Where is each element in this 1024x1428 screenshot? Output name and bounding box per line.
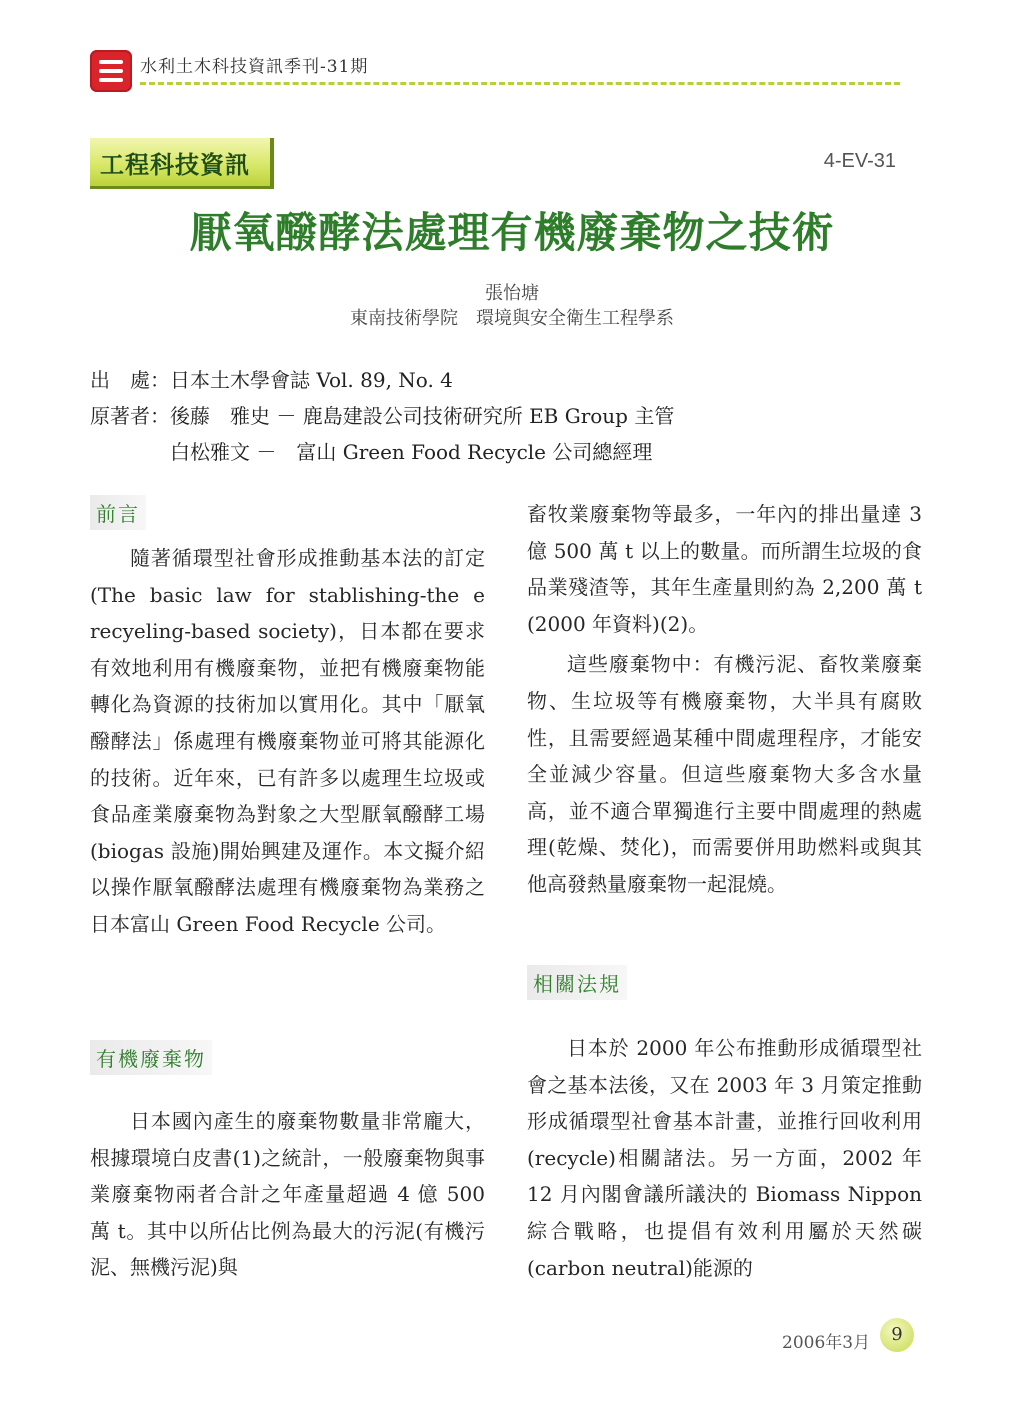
right-paragraph-1: 畜牧業廢棄物等最多，一年內的排出量達 3 億 500 萬 t 以上的數量。而所謂生垃圾的食品業殘渣等，其年生產量則約為 2,200 萬 t (2000 年資料)(2)。 xyxy=(527,502,922,636)
organic-waste-paragraph: 日本國內產生的廢棄物數量非常龐大，根據環境白皮書(1)之統計，一般廢棄物與事業廢棄物兩者合計之年產量超過 4 億 500 萬 t。其中以所佔比例為最大的污泥(有機污泥、無機污泥)與 xyxy=(90,1109,485,1280)
source-line: 出 處：日本土木學會誌 Vol. 89, No. 4 xyxy=(90,368,453,392)
page-number: 9 xyxy=(891,1324,903,1345)
banner-label: 工程科技資訊 xyxy=(100,151,250,179)
article-title: 厭氧醱酵法處理有機廢棄物之技術 xyxy=(189,208,835,257)
article-code: 4-EV-31 xyxy=(823,150,896,172)
law-heading: 相關法規 xyxy=(527,965,627,1000)
original-author-line-1: 原著者：後藤 雅史 － 鹿島建設公司技術研究所 EB Group 主管 xyxy=(90,404,675,428)
law-section xyxy=(527,965,922,1286)
intro-section xyxy=(90,495,485,943)
intro-heading: 前言 xyxy=(90,495,146,530)
journal-logo-icon xyxy=(90,50,132,92)
original-author-line-2: 白松雅文 － 富山 Green Food Recycle 公司總經理 xyxy=(90,440,653,464)
journal-title: 水利土木科技資訊季刊-31期 xyxy=(140,57,369,77)
organic-waste-heading: 有機廢棄物 xyxy=(90,1040,212,1075)
page-number-badge xyxy=(880,1318,914,1352)
section-banner xyxy=(90,138,274,189)
header-divider xyxy=(140,82,900,85)
right-column-text xyxy=(527,496,922,903)
issue-date: 2006年3月 xyxy=(782,1333,871,1353)
law-paragraph: 日本於 2000 年公布推動形成循環型社會之基本法後，又在 2003 年 3 月策定推動形成循環型社會基本計畫，並推行回收利用(recycle)相關諸法。另一方面，2002 年 12 月內閣會議所議決的 Biomass Nippon 綜合戰略，也提倡有效利用屬於天然碳(carbon neutral)能源的 xyxy=(527,1036,922,1280)
organic-waste-section xyxy=(90,1040,485,1286)
author-affiliation: 東南技術學院 環境與安全衛生工程學系 xyxy=(350,308,674,329)
author-name: 張怡塘 xyxy=(485,283,539,304)
right-paragraph-2: 這些廢棄物中：有機污泥、畜牧業廢棄物、生垃圾等有機廢棄物，大半具有腐敗性，且需要經過某種中間處理程序，才能安全並減少容量。但這些廢棄物大多含水量高，並不適合單獨進行主要中間處理的熱處理(乾燥、焚化)，而需要併用助燃料或與其他高發熱量廢棄物一起混燒。 xyxy=(527,652,922,896)
intro-paragraph: 隨著循環型社會形成推動基本法的訂定(The basic law for stablishing-the e recyeling-based society)，日本都在要求有效地利用有機廢棄物，並把有機廢棄物能轉化為資源的技術加以實用化。其中「厭氧醱酵法」係處理有機廢棄物並可將其能源化的技術。近年來，已有許多以處理生垃圾或食品產業廢棄物為對象之大型厭氧醱酵工場(biogas 設施)開始興建及運作。本文擬介紹以操作厭氧醱酵法處理有機廢棄物為業務之日本富山 Green Food Recycle 公司。 xyxy=(90,546,485,936)
